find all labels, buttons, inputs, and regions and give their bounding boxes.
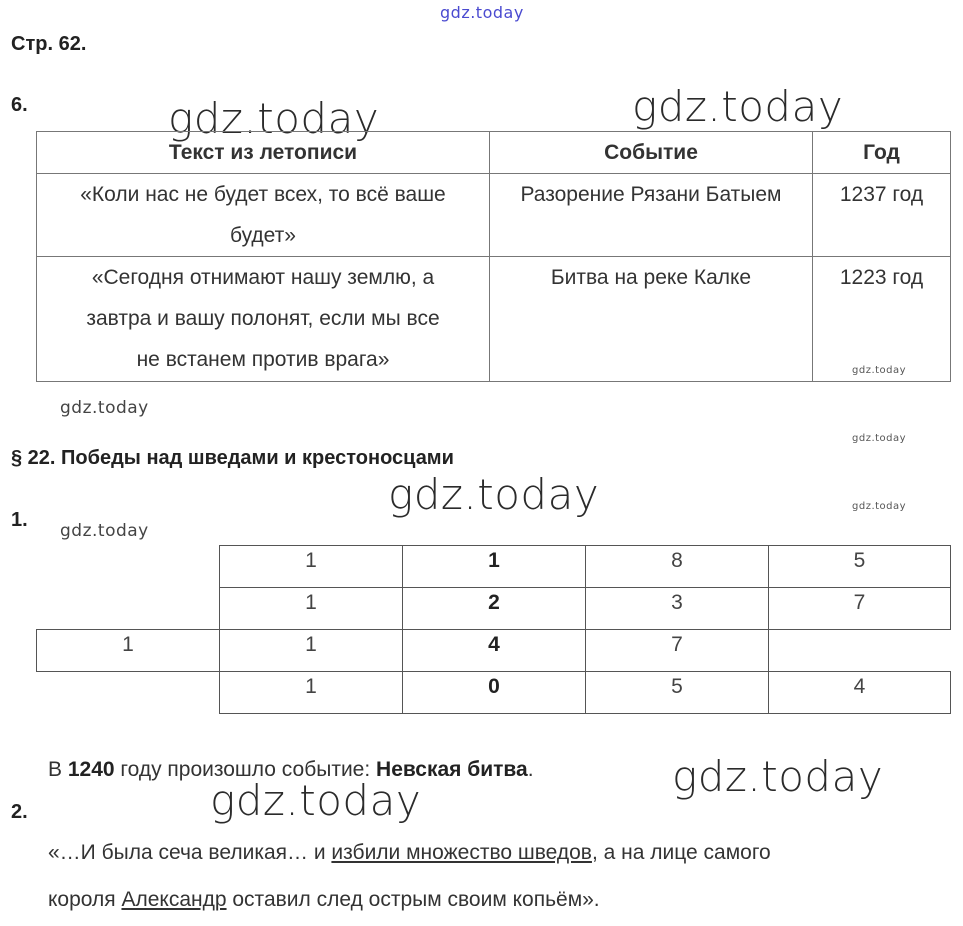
grid-cell: 5 [585, 671, 769, 714]
quote-underlined: избили множество шведов [331, 841, 592, 864]
grid-cell-key: 2 [402, 587, 586, 630]
watermark: gdz.today [210, 776, 422, 825]
watermark: gdz.today [168, 94, 380, 143]
watermark: gdz.today [60, 521, 149, 541]
quote-line-2 [48, 888, 600, 912]
task-2-number: 2. [11, 801, 28, 823]
quote-line: «Коли нас не будет всех, то всё ваше [80, 183, 446, 206]
chronicle-quote [37, 257, 490, 382]
grid-cell: 1 [219, 671, 403, 714]
answer-mid: году произошло событие: [114, 758, 377, 781]
table-header-row [37, 132, 951, 174]
page-label: Стр. 62. [11, 33, 87, 55]
quote-line-1 [48, 841, 771, 865]
grid-cell: 7 [585, 629, 769, 672]
year-cell: 1223 год [813, 257, 951, 382]
answer-end: . [527, 758, 534, 781]
task-6-number: 6. [11, 94, 28, 116]
grid-cell: 1 [36, 629, 220, 672]
quote-text: оставил след острым своим копьём». [226, 888, 600, 911]
grid-cell-key: 4 [402, 629, 586, 672]
watermark: gdz.today [852, 501, 907, 512]
grid-cell: 1 [219, 629, 403, 672]
table-row [37, 257, 951, 382]
answer-year: 1240 [67, 758, 115, 781]
watermark: gdz.today [852, 365, 907, 376]
event-cell: Разорение Рязани Батыем [490, 174, 813, 257]
year-cell: 1237 год [813, 174, 951, 257]
grid-cell: 4 [768, 671, 951, 714]
grid-cell: 7 [768, 587, 951, 630]
grid-cell: 3 [585, 587, 769, 630]
quote-text: короля [48, 888, 122, 911]
quote-text: «…И была сеча великая… и [48, 841, 332, 864]
grid-cell: 1 [219, 587, 403, 630]
header-year: Год [813, 132, 951, 174]
quote-line: будет» [230, 224, 296, 247]
grid-cell: 1 [219, 545, 403, 588]
chronicle-table [36, 131, 951, 382]
quote-line: не встанем против врага» [136, 348, 390, 371]
section-title: § 22. Победы над шведами и крестоносцами [11, 447, 454, 469]
watermark: gdz.today [388, 470, 600, 519]
answer-event: Невская битва [376, 758, 528, 781]
watermark-top: gdz.today [440, 3, 524, 22]
quote-line: «Сегодня отнимают нашу землю, а [91, 266, 435, 289]
grid-cell: 8 [585, 545, 769, 588]
chronicle-quote [37, 174, 490, 257]
watermark: gdz.today [672, 752, 884, 801]
event-cell: Битва на реке Калке [490, 257, 813, 382]
quote-underlined: Александр [121, 888, 227, 911]
grid-cell-key: 0 [402, 671, 586, 714]
header-chronicle-text: Текст из летописи [37, 132, 490, 174]
grid-cell: 5 [768, 545, 951, 588]
answer-prefix: В [48, 758, 68, 781]
watermark: gdz.today [60, 398, 149, 418]
quote-text: , а на лице самого [591, 841, 771, 864]
watermark: gdz.today [852, 433, 907, 444]
watermark: gdz.today [632, 82, 844, 131]
table-row [37, 174, 951, 257]
quote-line: завтра и вашу полонят, если мы все [86, 307, 440, 330]
grid-cell-key: 1 [402, 545, 586, 588]
header-event: Событие [490, 132, 813, 174]
task-1-number: 1. [11, 509, 28, 531]
